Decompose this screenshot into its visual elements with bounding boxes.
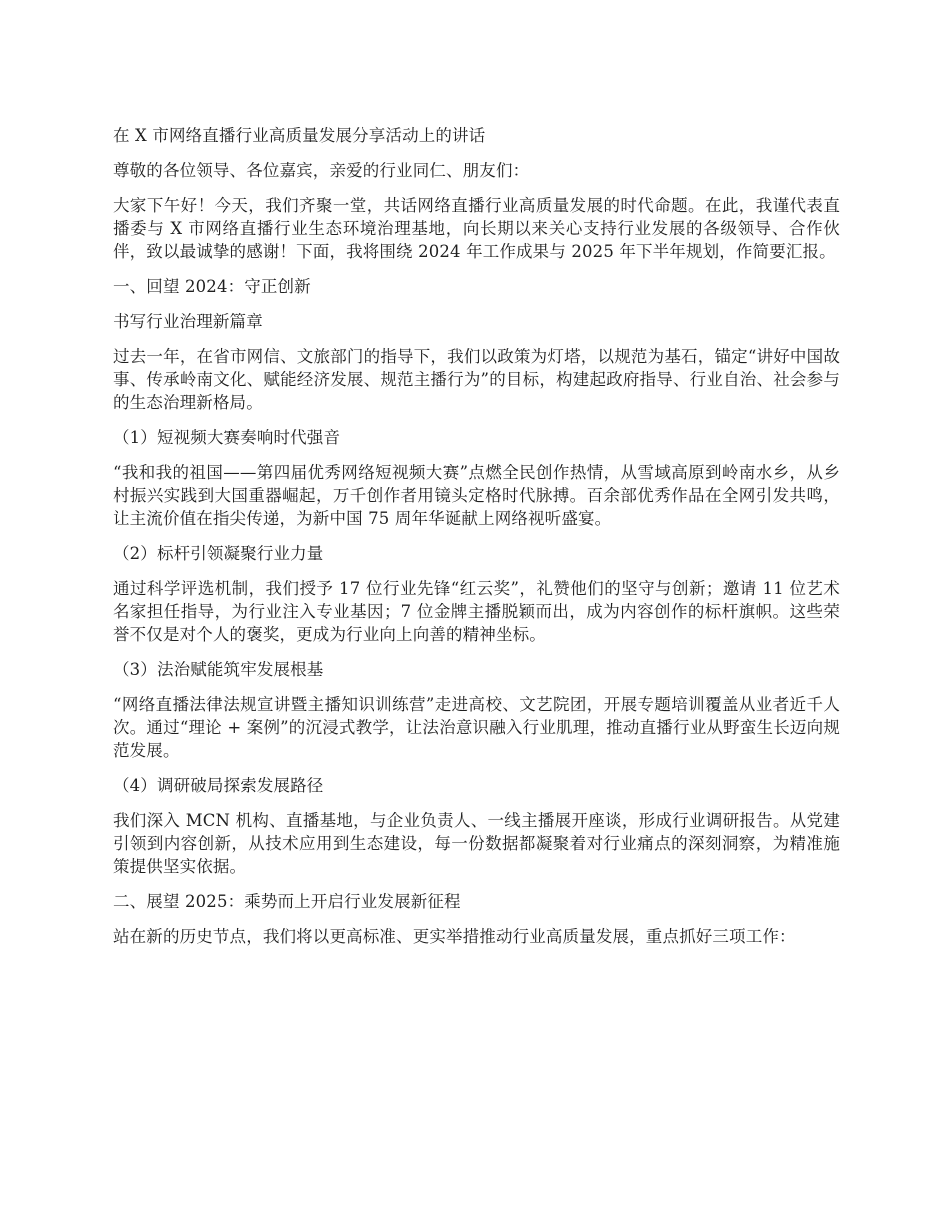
greeting-paragraph: 尊敬的各位领导、各位嘉宾，亲爱的行业同仁、朋友们： (113, 161, 530, 180)
item1-body: “我和我的祖国——第四届优秀网络短视频大赛”点燃全民创作热情，从雪域高原到岭南水乡，从乡村振兴实践到大国重器崛起，万千创作者用镜头定格时代脉搏。百余部优秀作品在全网引发共鸣，让主流价值在指尖传递，为新中国 75 周年华诞献上网络视听盛宴。 (113, 463, 840, 528)
item3-body: “网络直播法律法规宣讲暨主播知识训练营”走进高校、文艺院团，开展专题培训覆盖从业者近千人次。通过“理论 + 案例”的沉浸式教学，让法治意识融入行业肌理，推动直播行业从野蛮生长迈向规范发展。 (113, 695, 840, 760)
item4-heading: （4）调研破局探索发展路径 (113, 776, 324, 795)
section1-body: 过去一年，在省市网信、文旅部门的指导下，我们以政策为灯塔，以规范为基石，锚定“讲好中国故事、传承岭南文化、赋能经济发展、规范主播行为”的目标，构建起政府指导、行业自治、社会参与的生态治理新格局。 (113, 347, 840, 412)
item4-body: 我们深入 MCN 机构、直播基地，与企业负责人、一线主播展开座谈，形成行业调研报告。从党建引领到内容创新，从技术应用到生态建设，每一份数据都凝聚着对行业痛点的深刻洞察，为精准施策提供坚实依据。 (113, 811, 840, 876)
item2-heading: （2）标杆引领凝聚行业力量 (113, 544, 324, 563)
item1-heading: （1）短视频大赛奏响时代强音 (113, 428, 341, 447)
item2-body: 通过科学评选机制，我们授予 17 位行业先锋“红云奖”，礼赞他们的坚守与创新；邀请 11 位艺术名家担任指导，为行业注入专业基因；7 位金牌主播脱颖而出，成为内容创作的标杆旗帜。这些荣誉不仅是对个人的褒奖，更成为行业向上向善的精神坐标。 (113, 579, 840, 644)
section1-subheading: 书写行业治理新篇章 (113, 312, 263, 331)
section1-heading: 一、回望 2024：守正创新 (113, 277, 311, 296)
intro-paragraph: 大家下午好！今天，我们齐聚一堂，共话网络直播行业高质量发展的时代命题。在此，我谨代表直播委与 X 市网络直播行业生态环境治理基地，向长期以来关心支持行业发展的各级领导、合作伙伴，致以最诚挚的感谢！下面，我将围绕 2024 年工作成果与 2025 年下半年规划，作简要汇报。 (113, 196, 840, 261)
document-title: 在 X 市网络直播行业高质量发展分享活动上的讲话 (113, 126, 486, 145)
item3-heading: （3）法治赋能筑牢发展根基 (113, 660, 324, 679)
section2-body: 站在新的历史节点，我们将以更高标准、更实举措推动行业高质量发展，重点抓好三项工作： (113, 927, 796, 946)
document-page (113, 124, 840, 960)
section2-heading: 二、展望 2025：乘势而上开启行业发展新征程 (113, 892, 461, 911)
